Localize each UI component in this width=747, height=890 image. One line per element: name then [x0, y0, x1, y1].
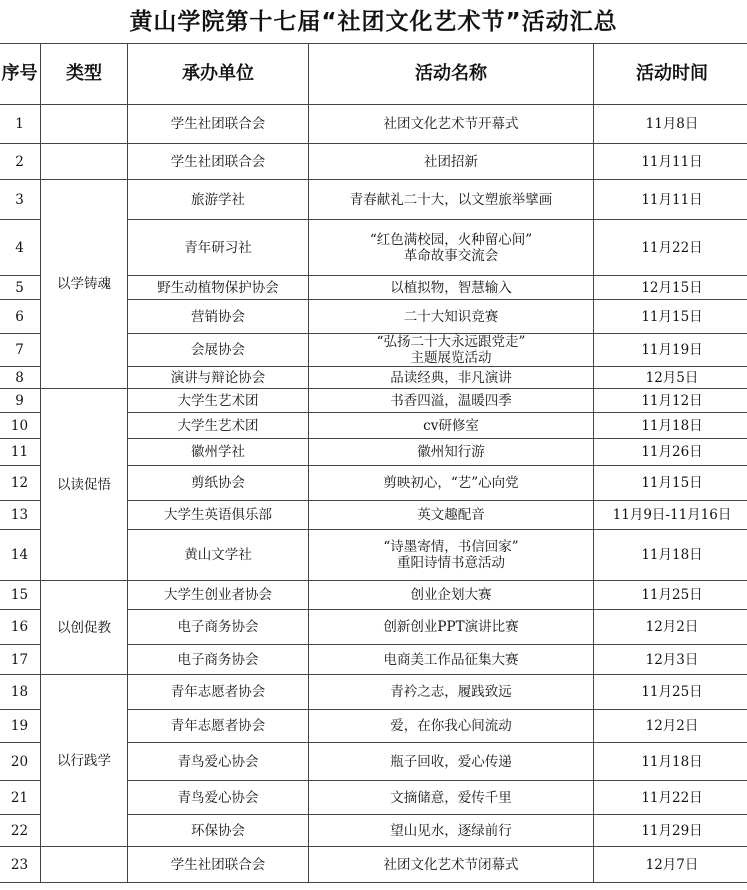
row-time: 11月26日	[594, 439, 747, 466]
row-seq: 8	[0, 367, 41, 389]
row-unit: 大学生创业者协会	[128, 581, 309, 610]
row-activity	[309, 710, 594, 743]
row-activity	[309, 334, 594, 367]
row-activity	[309, 105, 594, 144]
row-seq: 16	[0, 610, 41, 645]
row-unit: 大学生艺术团	[128, 413, 309, 439]
activity-line: 书香四溢，温暖四季	[390, 392, 512, 409]
table-row	[0, 389, 747, 413]
row-activity	[309, 220, 594, 276]
row-unit: 野生动植物保护协会	[128, 276, 309, 300]
category-cell-empty	[41, 144, 128, 180]
row-time: 11月15日	[594, 300, 747, 334]
activity-line: 爱，在你我心间流动	[390, 718, 512, 734]
row-activity	[309, 675, 594, 710]
category-cell-innovation: 以创促教	[41, 581, 128, 675]
row-seq: 4	[0, 220, 41, 276]
category-cell-learning: 以学铸魂	[41, 180, 128, 389]
row-time: 11月9日-11月16日	[594, 501, 747, 530]
activity-line: 电商美工作品征集大赛	[383, 651, 519, 668]
row-time: 11月29日	[594, 815, 747, 847]
row-time: 11月19日	[594, 334, 747, 367]
activity-line: 以植拟物，智慧输入	[390, 279, 512, 296]
table-row	[0, 144, 747, 180]
row-seq: 11	[0, 439, 41, 466]
activity-line: 望山见水，逐绿前行	[390, 822, 512, 839]
row-activity	[309, 276, 594, 300]
activity-line: “红色满校园，火种留心间”	[369, 231, 533, 248]
activity-line: 徽州知行游	[417, 444, 485, 460]
row-time: 11月12日	[594, 389, 747, 413]
table-row	[0, 581, 747, 610]
activity-line: cv研修室	[423, 417, 479, 434]
activity-line: 青春献礼二十大，以文塑旅举擘画	[349, 191, 553, 208]
row-activity	[309, 466, 594, 501]
row-unit: 会展协会	[128, 334, 309, 367]
row-seq: 18	[0, 675, 41, 710]
row-activity	[309, 645, 594, 675]
row-seq: 2	[0, 144, 41, 180]
row-activity	[309, 501, 594, 530]
row-time: 11月25日	[594, 675, 747, 710]
row-seq: 3	[0, 180, 41, 220]
header-seq: 序号	[0, 44, 41, 105]
row-seq: 9	[0, 389, 41, 413]
row-unit: 电子商务协会	[128, 610, 309, 645]
row-unit: 旅游学社	[128, 180, 309, 220]
category-cell-practice: 以行践学	[41, 675, 128, 847]
row-unit: 青鸟爱心协会	[128, 781, 309, 815]
row-activity	[309, 610, 594, 645]
row-unit: 黄山文学社	[128, 530, 309, 581]
row-unit: 营销协会	[128, 300, 309, 334]
row-seq: 23	[0, 847, 41, 883]
activity-line: 社团文化艺术节闭幕式	[383, 856, 519, 873]
row-time: 12月3日	[594, 645, 747, 675]
activity-line: 革命故事交流会	[403, 247, 499, 264]
row-unit: 演讲与辩论协会	[128, 367, 309, 389]
row-activity	[309, 300, 594, 334]
activity-line: 剪映初心，“艺”心向党	[383, 475, 519, 491]
row-activity	[309, 530, 594, 581]
row-activity	[309, 180, 594, 220]
row-activity	[309, 389, 594, 413]
activity-line: “诗墨寄情，书信回家”	[383, 539, 519, 555]
row-seq: 6	[0, 300, 41, 334]
row-seq: 1	[0, 105, 41, 144]
row-seq: 21	[0, 781, 41, 815]
activity-line: 社团文化艺术节开幕式	[383, 116, 519, 132]
activity-line: 创新创业PPT演讲比赛	[383, 619, 519, 635]
activity-line: 创业企划大赛	[410, 587, 492, 603]
row-unit: 学生社团联合会	[128, 105, 309, 144]
row-seq: 20	[0, 743, 41, 781]
activity-line: 瓶子回收，爱心传递	[390, 753, 512, 770]
row-activity	[309, 367, 594, 389]
activity-line: 二十大知识竞赛	[403, 308, 499, 325]
category-cell-empty	[41, 105, 128, 144]
row-unit: 学生社团联合会	[128, 847, 309, 883]
row-unit: 大学生英语俱乐部	[128, 501, 309, 530]
row-seq: 12	[0, 466, 41, 501]
activity-line: 品读经典，非凡演讲	[390, 369, 512, 386]
row-activity	[309, 439, 594, 466]
row-unit: 剪纸协会	[128, 466, 309, 501]
row-time: 11月22日	[594, 781, 747, 815]
row-time: 11月18日	[594, 743, 747, 781]
category-cell-empty	[41, 847, 128, 883]
row-activity	[309, 781, 594, 815]
row-time: 12月5日	[594, 367, 747, 389]
row-time: 11月8日	[594, 105, 747, 144]
activity-line: 主题展览活动	[410, 350, 492, 366]
row-seq: 19	[0, 710, 41, 743]
row-activity	[309, 847, 594, 883]
row-unit: 徽州学社	[128, 439, 309, 466]
header-activity: 活动名称	[309, 44, 594, 105]
activity-summary-table	[0, 43, 747, 883]
row-time: 11月11日	[594, 180, 747, 220]
row-seq: 15	[0, 581, 41, 610]
row-activity	[309, 815, 594, 847]
table-header-row	[0, 44, 747, 105]
table-row	[0, 675, 747, 710]
row-time: 11月22日	[594, 220, 747, 276]
table-row	[0, 180, 747, 220]
row-unit: 大学生艺术团	[128, 389, 309, 413]
row-time: 12月2日	[594, 710, 747, 743]
row-seq: 17	[0, 645, 41, 675]
header-time: 活动时间	[594, 44, 747, 105]
row-time: 12月15日	[594, 276, 747, 300]
header-unit: 承办单位	[128, 44, 309, 105]
row-activity	[309, 743, 594, 781]
row-time: 11月18日	[594, 413, 747, 439]
row-seq: 14	[0, 530, 41, 581]
activity-line: 文摘储意，爱传千里	[390, 789, 512, 806]
activity-line: 青衿之志，履践致远	[390, 684, 512, 700]
row-activity	[309, 581, 594, 610]
row-unit: 电子商务协会	[128, 645, 309, 675]
category-cell-reading: 以读促悟	[41, 389, 128, 581]
row-time: 11月18日	[594, 530, 747, 581]
activity-line: 重阳诗情书意活动	[397, 555, 505, 571]
table-row	[0, 847, 747, 883]
activity-line: “弘扬二十大永远跟党走”	[376, 334, 526, 350]
row-unit: 青年志愿者协会	[128, 675, 309, 710]
row-time: 12月2日	[594, 610, 747, 645]
row-seq: 5	[0, 276, 41, 300]
header-category: 类型	[41, 44, 128, 105]
row-unit: 环保协会	[128, 815, 309, 847]
row-time: 12月7日	[594, 847, 747, 883]
activity-line: 英文趣配音	[417, 507, 485, 523]
row-time: 11月15日	[594, 466, 747, 501]
document-title: 黄山学院第十七届“社团文化艺术节”活动汇总	[129, 9, 618, 35]
row-seq: 10	[0, 413, 41, 439]
row-seq: 7	[0, 334, 41, 367]
table-row	[0, 105, 747, 144]
row-time: 11月11日	[594, 144, 747, 180]
row-activity	[309, 144, 594, 180]
row-time: 11月25日	[594, 581, 747, 610]
row-unit: 青年志愿者协会	[128, 710, 309, 743]
row-unit: 青鸟爱心协会	[128, 743, 309, 781]
row-seq: 13	[0, 501, 41, 530]
row-unit: 学生社团联合会	[128, 144, 309, 180]
row-activity	[309, 413, 594, 439]
activity-line: 社团招新	[424, 153, 478, 170]
row-seq: 22	[0, 815, 41, 847]
row-unit: 青年研习社	[128, 220, 309, 276]
